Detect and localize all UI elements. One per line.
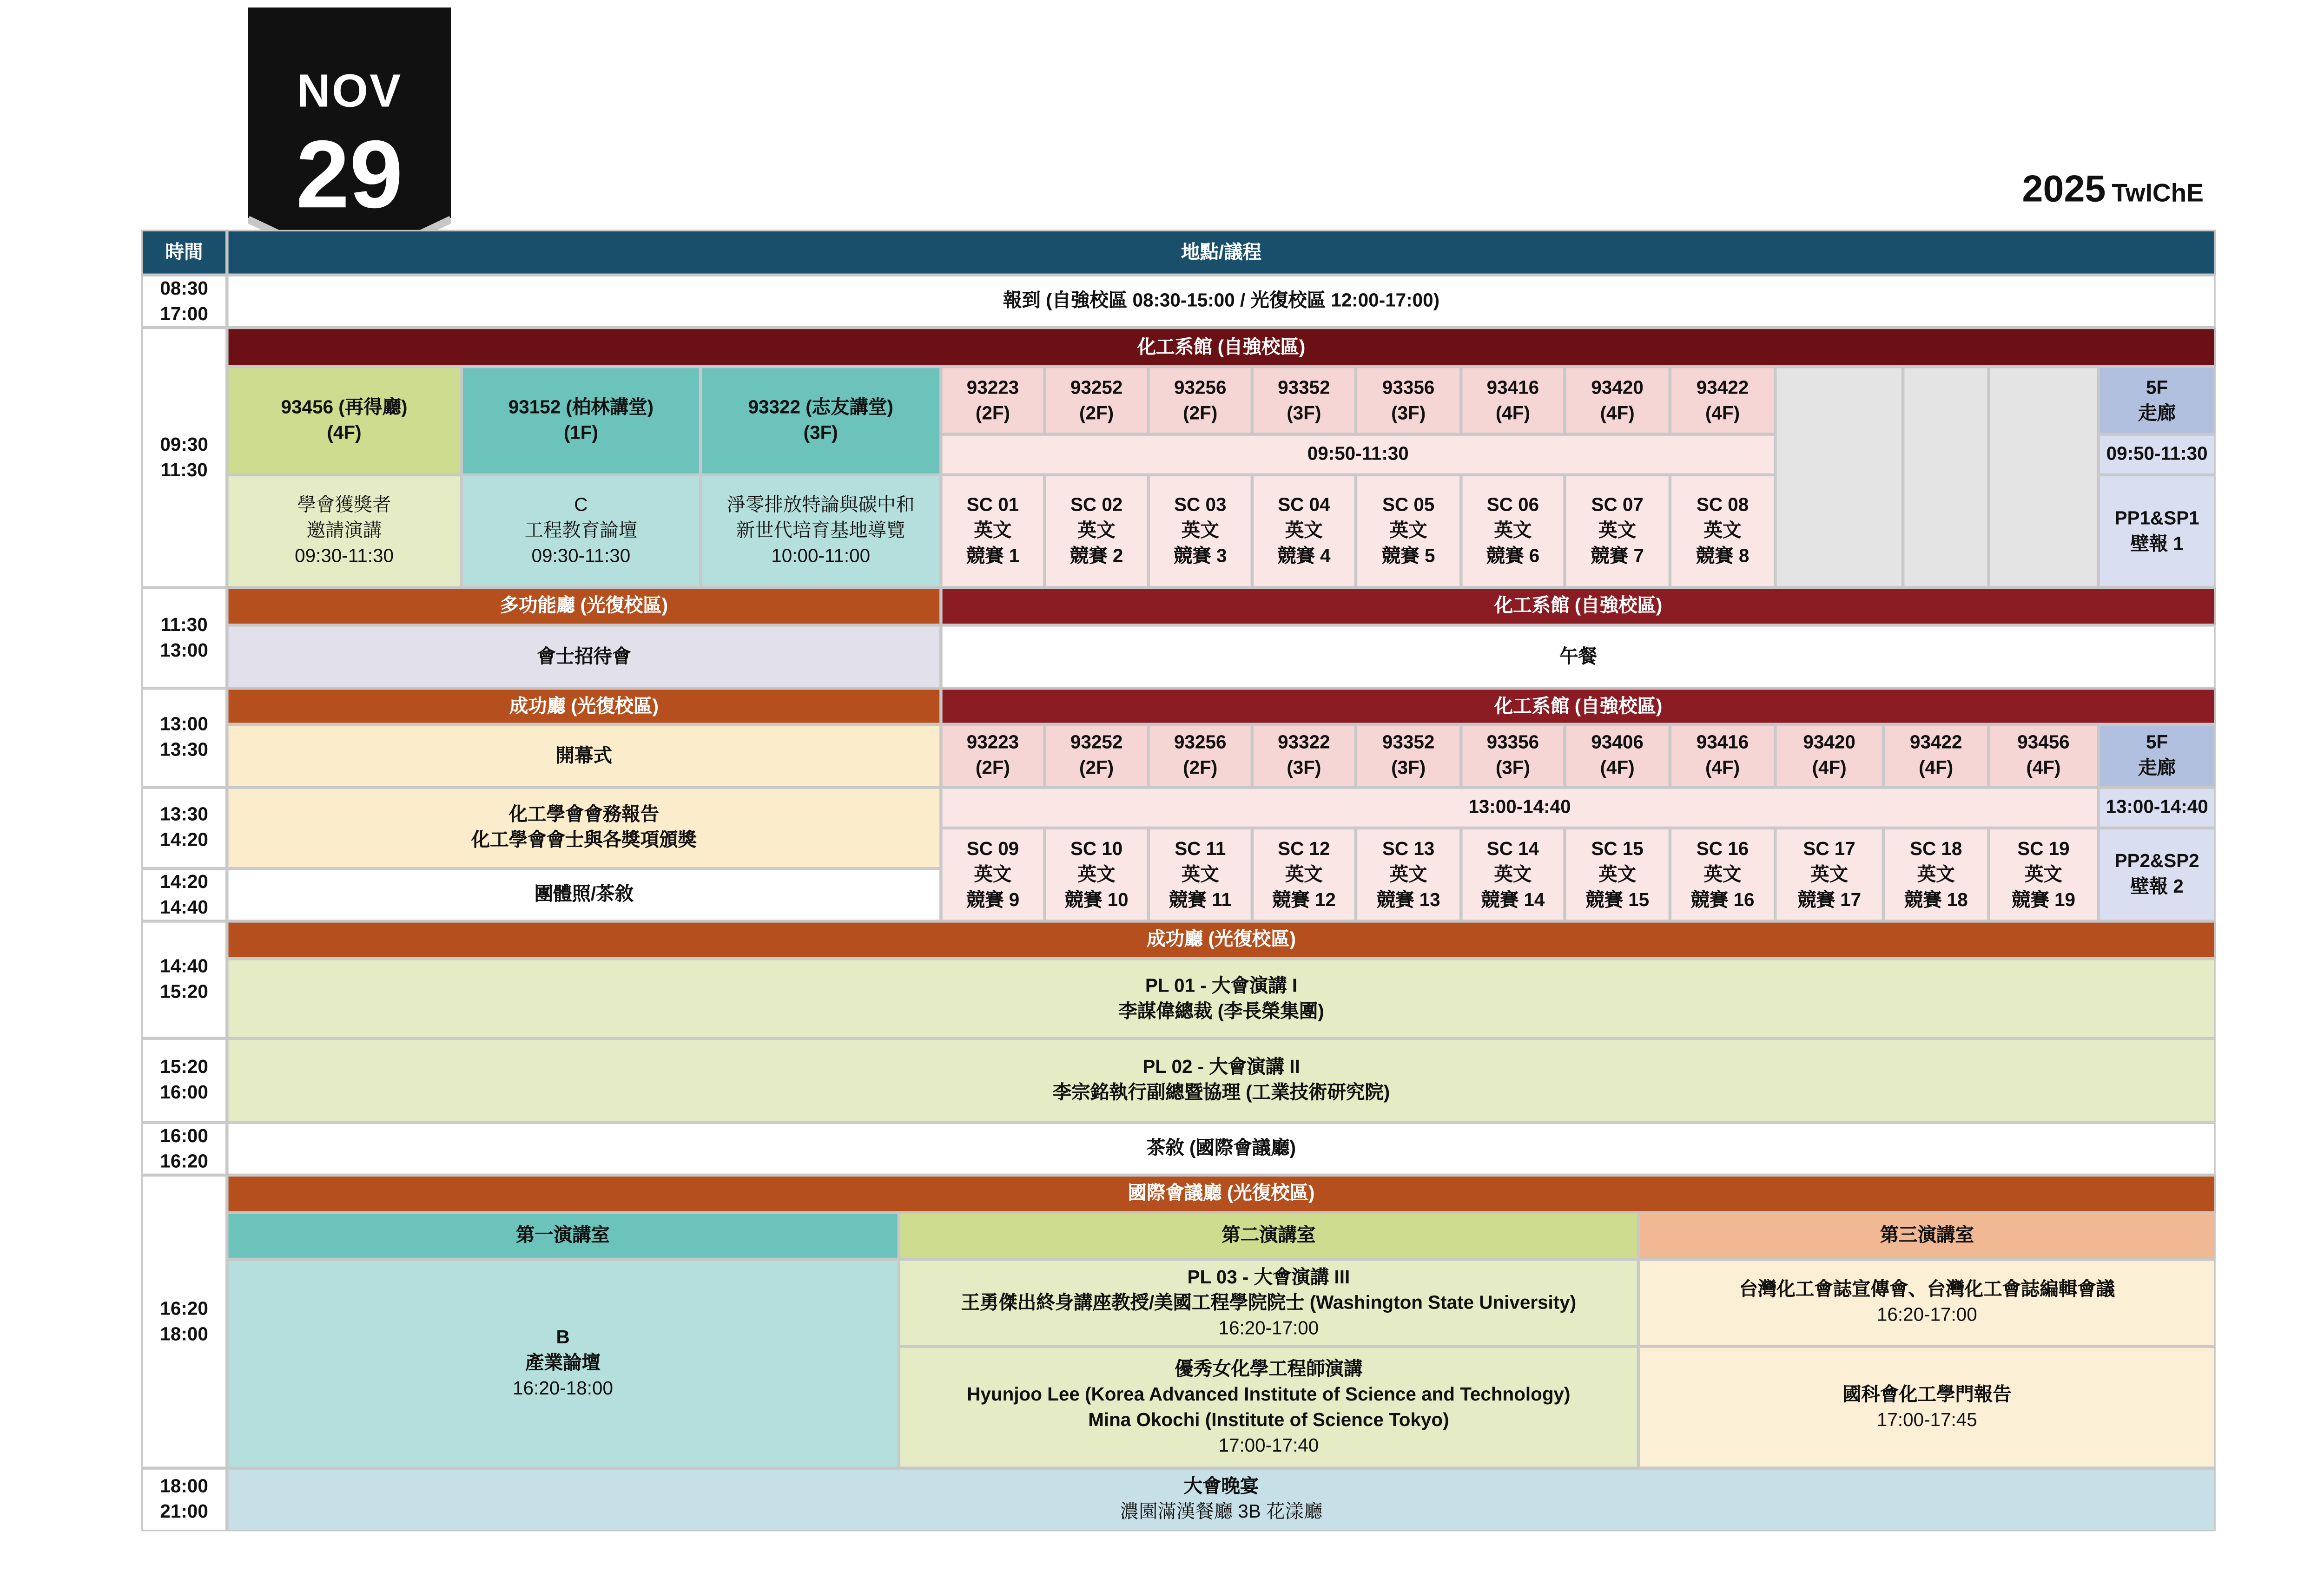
sc-session-14 — [1461, 828, 1565, 921]
sc-time-afternoon — [941, 788, 2098, 828]
venue-international-hall-text: 國際會議廳 (光復校區) — [1128, 1183, 1315, 1204]
plenary-lecture-3 — [899, 1259, 1638, 1347]
sc-session-9-text: SC 09 英文 競賽 9 — [966, 837, 1020, 910]
poster-room-afternoon-text: 5F 走廊 — [2138, 731, 2176, 779]
session-education-forum-text: C 工程教育論壇 — [524, 494, 638, 541]
sc-session-11-text: SC 11 英文 競賽 11 — [1169, 837, 1232, 910]
journal-meeting-text-2: 16:20-17:00 — [1876, 1304, 1977, 1326]
sc-session-6-text: SC 06 英文 競賽 6 — [1486, 494, 1540, 567]
opening-ceremony-text: 開幕式 — [555, 744, 613, 766]
tea-break — [227, 1123, 2215, 1175]
banquet-text-2: 濃園滿漢餐廳 3B 花漾廳 — [1120, 1501, 1323, 1522]
sc-session-19-text: SC 19 英文 競賽 19 — [2011, 837, 2076, 910]
venue-multipurpose-hall — [227, 587, 941, 625]
sc-session-15-text: SC 15 英文 競賽 15 — [1585, 837, 1650, 910]
empty-room-3 — [1988, 367, 2098, 587]
time-slot-1300 — [141, 688, 227, 787]
sc-room-afternoon-2-text: 93252 (2F) — [1070, 731, 1123, 779]
header-agenda-text: 地點/議程 — [1181, 241, 1261, 263]
sc-session-9 — [941, 828, 1044, 921]
sc-room-morning-6-text: 93416 (4F) — [1486, 376, 1539, 423]
time-slot-1420-text: 14:20 14:40 — [160, 871, 208, 918]
sc-room-morning-3-text: 93256 (2F) — [1174, 376, 1227, 423]
sc-room-morning-4-text: 93352 (3F) — [1278, 376, 1330, 423]
nstc-report — [1638, 1347, 2216, 1468]
sc-room-morning-2-text: 93252 (2F) — [1070, 376, 1123, 423]
sc-session-16-text: SC 16 英文 競賽 16 — [1690, 837, 1755, 910]
sc-session-1 — [941, 475, 1044, 588]
sc-room-afternoon-9 — [1775, 724, 1883, 788]
poster-session-1-text: PP1&SP1 壁報 1 — [2114, 507, 2199, 554]
sc-session-7 — [1565, 475, 1670, 588]
venue-chenggong-hall — [227, 688, 941, 724]
poster-time-morning — [2099, 434, 2216, 475]
sc-room-afternoon-3-text: 93256 (2F) — [1174, 731, 1227, 779]
lecture-hall-1 — [227, 1213, 899, 1259]
time-slot-1620-text: 16:20 18:00 — [160, 1297, 208, 1344]
women-engineer-lecture-text-4: 17:00-17:40 — [1218, 1434, 1319, 1456]
time-slot-0930 — [141, 328, 227, 587]
fellows-reception-text: 會士招待會 — [537, 645, 631, 667]
time-slot-1330-text: 13:30 14:20 — [160, 804, 208, 851]
women-engineer-lecture-text: 優秀女化學工程師演講 — [1175, 1357, 1363, 1379]
group-photo-tea-text: 團體照/茶敘 — [534, 883, 634, 905]
empty-room-1 — [1775, 367, 1903, 587]
banquet — [227, 1468, 2215, 1532]
venue-international-hall — [227, 1175, 2215, 1213]
sc-room-afternoon-4 — [1252, 724, 1356, 788]
sc-room-morning-8-text: 93422 (4F) — [1696, 376, 1749, 423]
sc-session-2-text: SC 02 英文 競賽 2 — [1070, 494, 1123, 567]
venue-chem-building-afternoon — [941, 688, 2215, 724]
industry-forum — [227, 1259, 899, 1468]
time-slot-1330 — [141, 788, 227, 869]
journal-meeting-text: 台灣化工會誌宣傳會、台灣化工會誌編輯會議 — [1739, 1279, 2115, 1300]
sc-room-afternoon-2 — [1045, 724, 1149, 788]
industry-forum-text-2: 16:20-18:00 — [513, 1378, 613, 1399]
venue-chenggong-hall-text: 成功廳 (光復校區) — [509, 695, 659, 716]
plenary-lecture-3-text: PL 03 - 大會演講 III — [1187, 1266, 1350, 1287]
sc-session-17-text: SC 17 英文 競賽 17 — [1797, 837, 1862, 910]
empty-room-2 — [1903, 367, 1988, 587]
tea-break-text: 茶敘 (國際會議廳) — [1146, 1137, 1296, 1159]
poster-room-morning — [2099, 367, 2216, 434]
sc-room-afternoon-8 — [1670, 724, 1775, 788]
sc-room-morning-8 — [1670, 367, 1775, 434]
sc-session-3-text: SC 03 英文 競賽 3 — [1173, 494, 1227, 567]
sc-room-morning-2 — [1045, 367, 1149, 434]
time-slot-0830-text: 08:30 17:00 — [160, 277, 208, 324]
venue-chem-building-noon-text: 化工系館 (自強校區) — [1494, 595, 1663, 616]
plenary-lecture-2-text: PL 02 - 大會演講 II — [1142, 1056, 1300, 1078]
sc-room-morning-3 — [1149, 367, 1252, 434]
session-award-lecture-text: 學會獲獎者 邀請演講 — [297, 494, 391, 541]
session-education-forum-text-2: 09:30-11:30 — [531, 545, 631, 567]
session-award-lecture — [227, 475, 461, 588]
sc-session-10 — [1045, 828, 1149, 921]
sc-session-11 — [1149, 828, 1252, 921]
sc-room-afternoon-8-text: 93416 (4F) — [1696, 731, 1749, 779]
sc-session-14-text: SC 14 英文 競賽 14 — [1481, 837, 1545, 910]
header-agenda — [227, 230, 2215, 275]
sc-room-afternoon-7-text: 93406 (4F) — [1591, 731, 1644, 779]
time-slot-1600-text: 16:00 16:20 — [160, 1124, 208, 1171]
sc-time-morning-text: 09:50-11:30 — [1307, 443, 1409, 465]
plenary-lecture-1-text-2: 李謀偉總裁 (李長榮集團) — [1118, 1000, 1324, 1021]
society-report-awards — [227, 788, 941, 869]
poster-room-afternoon — [2099, 724, 2216, 788]
sc-room-afternoon-9-text: 93420 (4F) — [1803, 731, 1855, 779]
sc-room-morning-1 — [941, 367, 1044, 434]
sc-time-morning — [941, 434, 1775, 475]
lecture-hall-2-text: 第二演講室 — [1221, 1224, 1316, 1246]
journal-meeting — [1638, 1259, 2216, 1347]
time-slot-1520 — [141, 1039, 227, 1123]
sc-room-morning-7 — [1565, 367, 1670, 434]
time-slot-1520-text: 15:20 16:00 — [160, 1056, 208, 1103]
plenary-lecture-1 — [227, 959, 2215, 1038]
sc-session-19 — [1988, 828, 2098, 921]
sc-time-afternoon-text: 13:00-14:40 — [1468, 796, 1571, 818]
lunch — [941, 625, 2215, 688]
women-engineer-lecture-text-3: Mina Okochi (Institute of Science Tokyo) — [1088, 1408, 1449, 1430]
time-slot-1600 — [141, 1123, 227, 1175]
banquet-text: 大會晚宴 — [1183, 1475, 1259, 1497]
nstc-report-text: 國科會化工學門報告 — [1842, 1383, 2012, 1405]
sc-room-afternoon-10-text: 93422 (4F) — [1910, 731, 1962, 779]
sc-session-3 — [1149, 475, 1252, 588]
banner-month: NOV — [297, 65, 403, 118]
women-engineer-lecture — [899, 1347, 1638, 1468]
sc-room-afternoon-3 — [1149, 724, 1252, 788]
poster-time-afternoon — [2099, 788, 2216, 828]
session-education-forum — [462, 475, 700, 588]
sc-room-morning-5-text: 93356 (3F) — [1382, 376, 1435, 423]
sc-room-morning-4 — [1252, 367, 1356, 434]
time-slot-1130-text: 11:30 13:00 — [160, 614, 208, 661]
plenary-lecture-3-text-3: 16:20-17:00 — [1218, 1317, 1319, 1338]
time-slot-1420 — [141, 868, 227, 921]
time-slot-0830 — [141, 275, 227, 328]
women-engineer-lecture-text-2: Hyunjoo Lee (Korea Advanced Institute of Science and Technology) — [967, 1383, 1571, 1405]
sc-session-13 — [1356, 828, 1461, 921]
sc-session-4 — [1252, 475, 1356, 588]
sc-room-afternoon-5-text: 93352 (3F) — [1382, 731, 1435, 779]
opening-ceremony — [227, 724, 941, 788]
plenary-lecture-2-text-2: 李宗銘執行副總暨協理 (工業技術研究院) — [1052, 1082, 1390, 1103]
sc-room-afternoon-11 — [1988, 724, 2098, 788]
sc-room-afternoon-10 — [1883, 724, 1988, 788]
room-93152-text: 93152 (柏林講堂) (1F) — [508, 396, 654, 444]
registration-row-text: 報到 (自強校區 08:30-15:00 / 光復校區 12:00-17:00) — [1003, 290, 1440, 311]
society-report-awards-text: 化工學會會務報告 化工學會會士與各獎項頒獎 — [471, 804, 697, 851]
sc-room-morning-7-text: 93420 (4F) — [1591, 376, 1644, 423]
session-net-zero-tour — [700, 475, 941, 588]
poster-room-morning-text: 5F 走廊 — [2138, 376, 2176, 423]
sc-room-morning-1-text: 93223 (2F) — [966, 376, 1019, 423]
session-net-zero-tour-text: 淨零排放特論與碳中和 新世代培育基地導覽 — [726, 494, 915, 541]
venue-multipurpose-hall-text: 多功能廳 (光復校區) — [500, 595, 668, 616]
sc-session-5-text: SC 05 英文 競賽 5 — [1381, 494, 1435, 567]
plenary-lecture-2 — [227, 1039, 2215, 1123]
fellows-reception — [227, 625, 941, 688]
time-slot-1620 — [141, 1175, 227, 1468]
venue-chem-building-noon — [941, 587, 2215, 625]
sc-room-afternoon-1-text: 93223 (2F) — [966, 731, 1019, 779]
sc-session-12-text: SC 12 英文 競賽 12 — [1272, 837, 1336, 910]
lecture-hall-2 — [899, 1213, 1638, 1259]
time-slot-1800 — [141, 1468, 227, 1532]
poster-time-morning-text: 09:50-11:30 — [2106, 443, 2208, 465]
room-93322-text: 93322 (志友講堂) (3F) — [748, 396, 893, 444]
sc-room-morning-5 — [1356, 367, 1461, 434]
lecture-hall-3-text: 第三演講室 — [1880, 1224, 1974, 1246]
sc-session-18-text: SC 18 英文 競賽 18 — [1904, 837, 1968, 910]
sc-room-afternoon-6 — [1461, 724, 1565, 788]
time-slot-1440 — [141, 921, 227, 1038]
time-slot-1130 — [141, 587, 227, 688]
sc-session-15 — [1565, 828, 1670, 921]
venue-chem-building-morning — [227, 328, 2215, 367]
sc-session-13-text: SC 13 英文 競賽 13 — [1376, 837, 1440, 910]
poster-session-2 — [2099, 828, 2216, 921]
sc-room-afternoon-4-text: 93322 (3F) — [1278, 731, 1330, 779]
sc-session-10-text: SC 10 英文 競賽 10 — [1064, 837, 1129, 910]
banner-day: 29 — [296, 120, 403, 229]
plenary-lecture-1-text: PL 01 - 大會演講 I — [1145, 974, 1298, 996]
time-slot-1800-text: 18:00 21:00 — [160, 1475, 208, 1522]
lecture-hall-1-text: 第一演講室 — [515, 1224, 610, 1246]
session-award-lecture-text-2: 09:30-11:30 — [295, 545, 394, 567]
plenary-lecture-3-text-2: 王勇傑出終身講座教授/美國工程學院院士 (Washington State University) — [961, 1291, 1577, 1313]
venue-chem-building-morning-text: 化工系館 (自強校區) — [1137, 335, 1306, 357]
room-93456-text: 93456 (再得廳) (4F) — [281, 396, 408, 444]
conference-label — [1954, 168, 2204, 212]
lecture-hall-3 — [1638, 1213, 2216, 1259]
registration-row — [227, 275, 2215, 328]
sc-session-8 — [1670, 475, 1775, 588]
sc-session-5 — [1356, 475, 1461, 588]
sc-room-afternoon-11-text: 93456 (4F) — [2017, 731, 2070, 779]
header-time — [141, 230, 227, 275]
sc-session-1-text: SC 01 英文 競賽 1 — [966, 494, 1020, 567]
sc-room-morning-6 — [1461, 367, 1565, 434]
nstc-report-text-2: 17:00-17:45 — [1876, 1408, 1977, 1430]
poster-time-afternoon-text: 13:00-14:40 — [2106, 796, 2208, 818]
sc-session-17 — [1775, 828, 1883, 921]
room-93456 — [227, 367, 461, 475]
sc-session-16 — [1670, 828, 1775, 921]
session-net-zero-tour-text-2: 10:00-11:00 — [771, 545, 871, 567]
time-slot-0930-text: 09:30 11:30 — [160, 433, 208, 480]
poster-session-1 — [2099, 475, 2216, 588]
conference-year: 2025 — [2022, 168, 2106, 210]
sc-room-afternoon-7 — [1565, 724, 1670, 788]
poster-session-2-text: PP2&SP2 壁報 2 — [2114, 850, 2199, 897]
time-slot-1300-text: 13:00 13:30 — [160, 714, 208, 761]
sc-session-18 — [1883, 828, 1988, 921]
sc-session-12 — [1252, 828, 1356, 921]
sc-session-2 — [1045, 475, 1149, 588]
venue-chenggong-hall-plenary — [227, 921, 2215, 959]
header-time-text: 時間 — [165, 241, 203, 263]
room-93152 — [462, 367, 700, 475]
sc-session-6 — [1461, 475, 1565, 588]
room-93322 — [700, 367, 941, 475]
venue-chem-building-afternoon-text: 化工系館 (自強校區) — [1494, 695, 1663, 716]
industry-forum-text: B 產業論壇 — [525, 1327, 601, 1374]
group-photo-tea — [227, 868, 941, 921]
sc-session-4-text: SC 04 英文 競賽 4 — [1277, 494, 1331, 567]
sc-room-afternoon-6-text: 93356 (3F) — [1486, 731, 1539, 779]
venue-chenggong-hall-plenary-text: 成功廳 (光復校區) — [1146, 928, 1296, 950]
sc-session-7-text: SC 07 英文 競賽 7 — [1591, 494, 1644, 567]
sc-session-8-text: SC 08 英文 競賽 8 — [1696, 494, 1750, 567]
sc-room-afternoon-1 — [941, 724, 1044, 788]
sc-room-afternoon-5 — [1356, 724, 1461, 788]
lunch-text: 午餐 — [1559, 645, 1598, 667]
time-slot-1440-text: 14:40 15:20 — [160, 955, 208, 1003]
conference-name: TwIChE — [2112, 178, 2204, 208]
